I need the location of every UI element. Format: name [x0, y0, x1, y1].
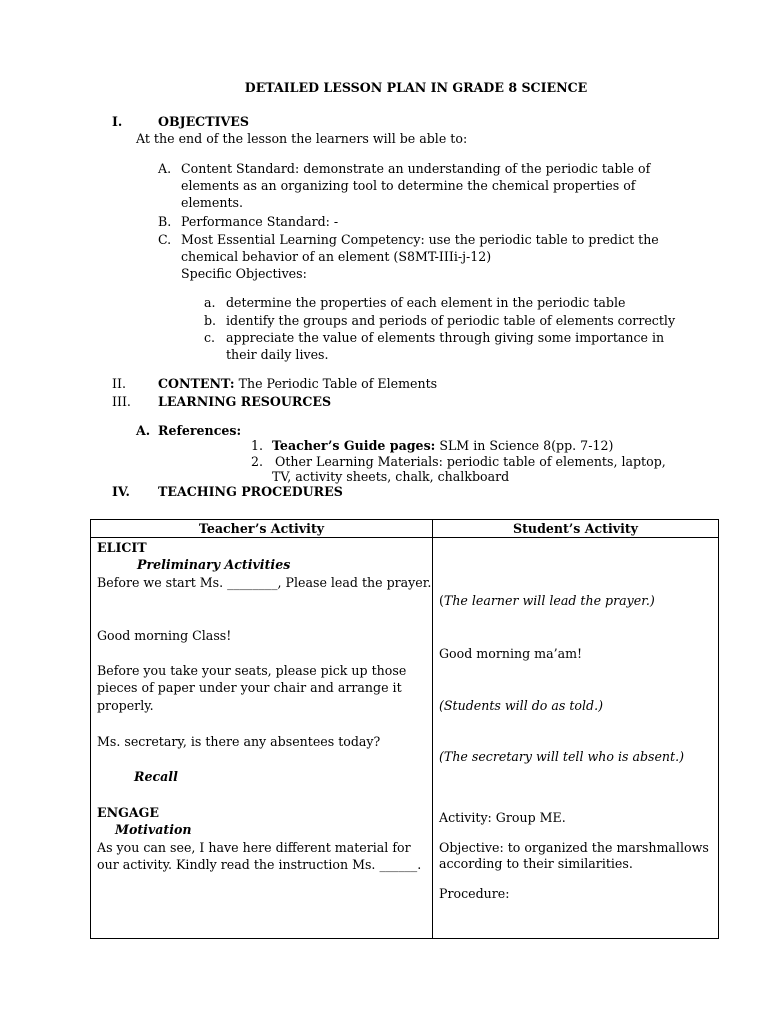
prayer-prompt: Before we start Ms. ________, Please lead the prayer.: [97, 575, 432, 590]
elicit-heading: ELICIT: [97, 540, 147, 555]
objectives-number: I.: [112, 114, 123, 129]
student-activity-header: Student’s Activity: [433, 520, 719, 538]
resources-heading: LEARNING RESOURCES: [158, 394, 332, 409]
teachers-guide-text: SLM in Science 8(pp. 7-12): [435, 438, 614, 453]
secretary-response: (The secretary will tell who is absent.): [439, 749, 685, 764]
table-row: [91, 538, 719, 939]
objectives-intro: At the end of the lesson the learners will be able to:: [136, 131, 468, 146]
reference-2-line-1: Other Learning Materials: periodic table of elements, laptop,: [275, 454, 666, 469]
specific-objective-b: identify the groups and periods of periodic table of elements correctly: [226, 313, 676, 328]
specific-objective-a: determine the properties of each element in the periodic table: [226, 295, 626, 310]
material-line-2: our activity. Kindly read the instruction Ms. ______.: [97, 857, 422, 872]
specific-objectives-label: Specific Objectives:: [181, 266, 307, 281]
seats-line-1: Before you take your seats, please pick up those: [97, 663, 407, 678]
teachers-guide-label: Teacher’s Guide pages:: [272, 438, 436, 453]
specific-objective-a-marker: a.: [204, 295, 216, 310]
absentees-question: Ms. secretary, is there any absentees today?: [97, 734, 381, 749]
procedure-label: Procedure:: [439, 886, 510, 901]
recall-heading: Recall: [134, 769, 178, 784]
performance-standard-marker: B.: [158, 214, 172, 229]
reference-1-marker: 1.: [251, 438, 264, 453]
objectives-heading: OBJECTIVES: [158, 114, 249, 129]
greeting-student: Good morning ma’am!: [439, 646, 583, 661]
content-number: II.: [112, 376, 126, 391]
seats-line-2: pieces of paper under your chair and arrange it: [97, 680, 402, 695]
table-header-row: [91, 520, 719, 538]
content-standard-line-2: elements as an organizing tool to determine the chemical properties of: [181, 178, 636, 193]
resources-number: III.: [112, 394, 131, 409]
students-told: (Students will do as told.): [439, 698, 604, 713]
activity-name: Activity: Group ME.: [439, 810, 566, 825]
prayer-response-open: (: [439, 593, 444, 608]
motivation-heading: Motivation: [115, 822, 192, 837]
material-line-1: As you can see, I have here different material for: [97, 840, 411, 855]
references-label: References:: [158, 423, 242, 438]
prayer-response-text: The learner will lead the prayer.): [443, 593, 655, 608]
reference-2-marker: 2.: [251, 454, 264, 469]
specific-objective-c-line-1: appreciate the value of elements through giving some importance in: [226, 330, 665, 345]
content-text: The Periodic Table of Elements: [234, 376, 438, 391]
page-title: DETAILED LESSON PLAN IN GRADE 8 SCIENCE: [244, 80, 588, 95]
seats-line-3: properly.: [97, 698, 154, 713]
specific-objective-c-marker: c.: [204, 330, 216, 345]
procedures-heading: TEACHING PROCEDURES: [158, 484, 343, 499]
student-activity-cell: [433, 538, 719, 939]
content-standard-line-3: elements.: [181, 195, 243, 210]
content-line: [158, 375, 437, 392]
performance-standard: Performance Standard: -: [181, 214, 339, 229]
procedures-table: [90, 519, 719, 939]
competency-line-2: chemical behavior of an element (S8MT-IIIi-j-12): [181, 249, 492, 264]
competency-line-1: Most Essential Learning Competency: use the periodic table to predict the: [181, 232, 659, 247]
activity-objective-line-2: according to their similarities.: [439, 856, 633, 871]
engage-heading: ENGAGE: [97, 805, 159, 820]
specific-objective-c-line-2: their daily lives.: [226, 347, 329, 362]
procedures-number: IV.: [112, 484, 130, 499]
content-label: CONTENT:: [158, 376, 235, 391]
specific-objective-b-marker: b.: [204, 313, 217, 328]
content-standard-marker: A.: [158, 161, 172, 176]
competency-marker: C.: [158, 232, 172, 247]
references-marker: A.: [136, 423, 151, 438]
preliminary-activities: Preliminary Activities: [137, 557, 291, 572]
content-standard-line-1: Content Standard: demonstrate an understanding of the periodic table of: [181, 161, 651, 176]
greeting-teacher: Good morning Class!: [97, 628, 232, 643]
reference-1: [272, 437, 613, 454]
activity-objective-line-1: Objective: to organized the marshmallows: [439, 840, 709, 855]
teacher-activity-header: Teacher’s Activity: [91, 520, 433, 538]
prayer-response: [439, 592, 655, 609]
teacher-activity-cell: [91, 538, 433, 939]
reference-2-line-2: TV, activity sheets, chalk, chalkboard: [272, 469, 510, 484]
